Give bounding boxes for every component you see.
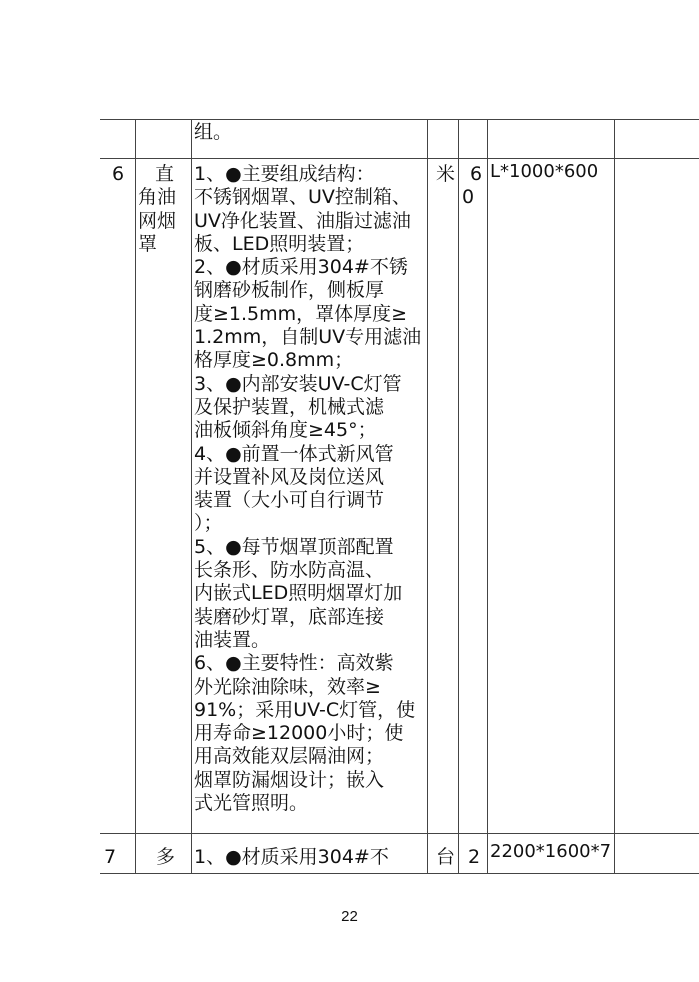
row7-spec: 1、●材质采用304#不: [194, 846, 389, 868]
row7-number: 7: [104, 846, 117, 868]
spec-line: 外光除油除味，效率≥: [194, 675, 381, 698]
name-line: 网烟: [138, 209, 177, 232]
spec-line: 内嵌式LED照明烟罩灯加: [194, 582, 403, 605]
quantity-digit: 0: [462, 186, 475, 209]
spec-line: 用高效能双层隔油网；: [194, 745, 385, 768]
col-divider-4: [458, 119, 459, 874]
spec-line: 91%；采用UV-C灯管，使: [194, 698, 416, 721]
row7-unit: 台: [436, 846, 456, 868]
spec-line: 1.2mm，自制UV专用滤油: [194, 326, 422, 349]
table-row-continuation-spec: [194, 121, 232, 144]
row6-quantity: [462, 163, 482, 210]
col-divider-5: [487, 119, 488, 874]
spec-line: 油板倾斜角度≥45°；: [194, 419, 377, 442]
col-divider-2: [191, 119, 192, 874]
spec-line: 1、●主要组成结构：: [194, 163, 375, 185]
name-line: 角油: [138, 186, 177, 209]
row7-quantity: 2: [468, 846, 481, 868]
spec-line: 长条形、防水防高温、: [194, 559, 385, 582]
spec-line: 用寿命≥12000小时；使: [194, 722, 404, 745]
spec-line: 钢磨砂板制作，侧板厚: [194, 279, 385, 302]
spec-line: 及保护装置，机械式滤: [194, 395, 385, 418]
row6-number: 6: [112, 163, 125, 185]
spec-line: 6、●主要特性：高效紫: [194, 652, 394, 675]
spec-line: 油装置。: [194, 628, 271, 651]
row6-size: L*1000*600: [490, 161, 599, 182]
name-line: 直: [155, 163, 175, 185]
spec-line: 烟罩防漏烟设计；嵌入: [194, 768, 385, 791]
col-divider-6: [614, 119, 615, 874]
table-rule-bottom: [100, 873, 699, 874]
spec-line: 不锈钢烟罩、UV控制箱、: [194, 186, 411, 209]
spec-line: 2、●材质采用304#不锈: [194, 256, 408, 279]
row7-size: 2200*1600*7: [490, 841, 612, 862]
spec-line: 格厚度≥0.8mm；: [194, 349, 354, 372]
spec-line: 装置（大小可自行调节: [194, 489, 385, 512]
table-rule-top: [100, 119, 699, 120]
spec-line: 5、●每节烟罩顶部配置: [194, 535, 394, 558]
spec-line: 并设置补风及岗位送风: [194, 465, 385, 488]
row6-unit: 米: [436, 163, 456, 185]
page-number: 22: [341, 908, 358, 925]
row6-name: [138, 163, 190, 256]
spec-line: 式光管照明。: [194, 792, 309, 815]
table-rule-row7-top: [100, 833, 699, 834]
row7-name: 多: [156, 846, 176, 868]
row6-spec: [194, 163, 421, 815]
spec-line: 度≥1.5mm，罩体厚度≥: [194, 302, 408, 325]
name-line: 罩: [138, 232, 158, 255]
spec-line: 4、●前置一体式新风管: [194, 442, 394, 465]
col-divider-1: [135, 119, 136, 874]
spec-line: 3、●内部安装UV-C灯管: [194, 372, 402, 395]
table-rule-row6-top: [100, 158, 699, 159]
spec-line: ）；: [194, 512, 223, 535]
col-divider-3: [427, 119, 428, 874]
spec-line: 装磨砂灯罩，底部连接: [194, 605, 385, 628]
quantity-digit: 6: [470, 163, 483, 185]
spec-line: UV净化装置、油脂过滤油: [194, 209, 411, 232]
spec-line: 组。: [194, 121, 233, 143]
spec-line: 板、LED照明装置；: [194, 232, 365, 255]
